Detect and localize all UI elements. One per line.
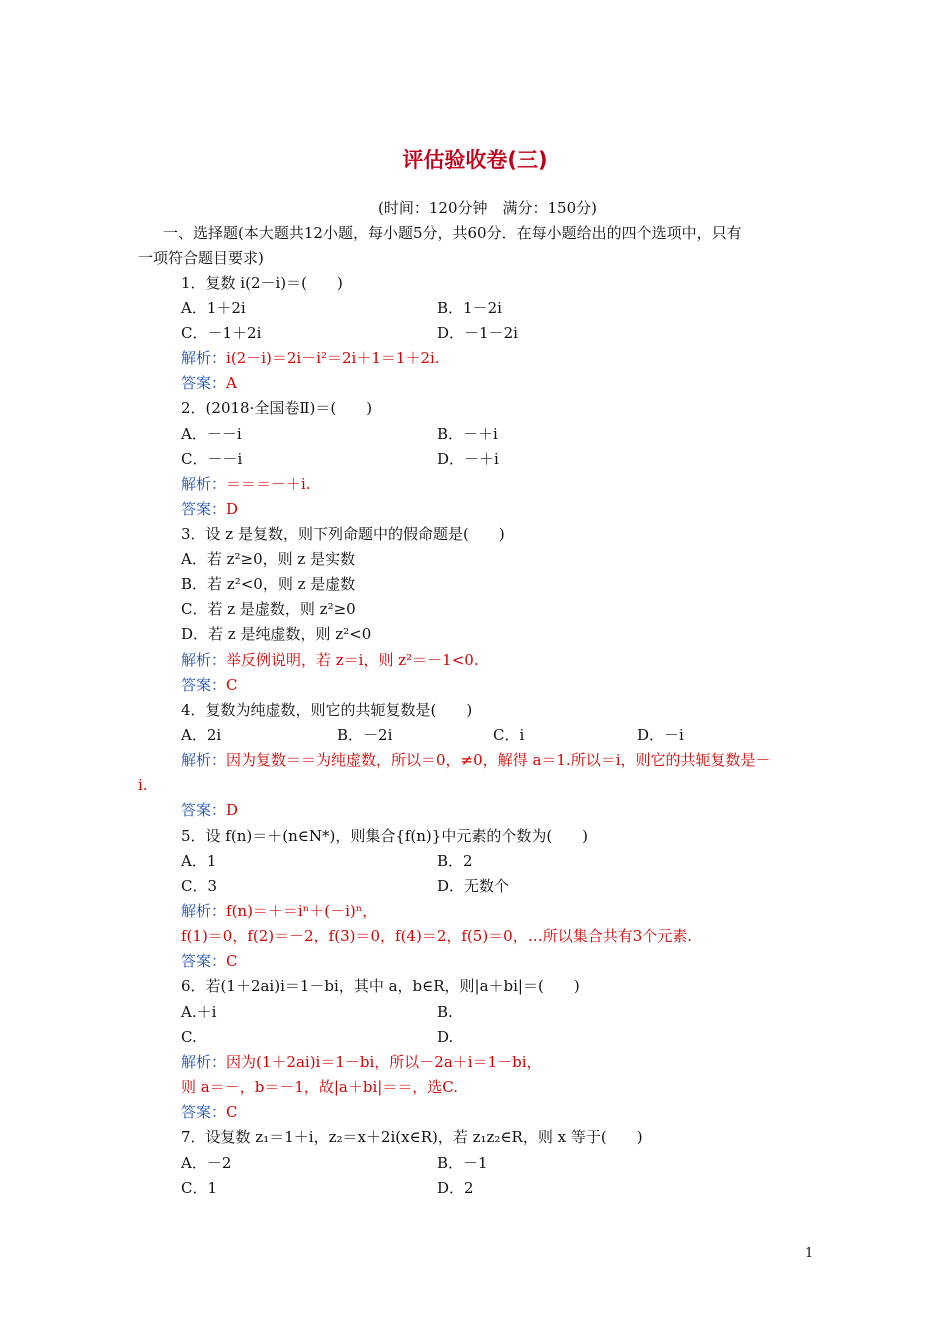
q4-option-c: C．i	[493, 726, 525, 744]
q7-option-c: C．1	[181, 1179, 218, 1197]
q6-answer-value: C	[226, 1103, 238, 1121]
page-title: 评估验收卷(三)	[402, 148, 548, 172]
answer-label: 答案：	[181, 1103, 227, 1121]
q6-analysis-cont: 则 a＝－，b＝－1，故|a＋bi|＝＝，选C.	[181, 1078, 459, 1096]
q6-analysis-text: 因为(1＋2ai)i＝1－bi，所以－2a＋i＝1－bi，	[226, 1053, 542, 1071]
q4-analysis-cont: i.	[138, 776, 148, 794]
q1-option-b: B．1－2i	[437, 299, 502, 317]
q6-stem: 6．若(1＋2ai)i＝1－bi，其中 a，b∈R，则|a＋bi|＝( )	[181, 977, 580, 995]
q3-option-d: D．若 z 是纯虚数，则 z²<0	[181, 625, 372, 643]
q2-answer-value: D	[226, 500, 239, 518]
q5-option-b: B．2	[437, 852, 473, 870]
q6-option-a: A.＋i	[181, 1003, 217, 1021]
q4-stem: 4．复数为纯虚数，则它的共轭复数是( )	[181, 701, 473, 719]
q3-stem: 3．设 z 是复数，则下列命题中的假命题是( )	[181, 525, 505, 543]
q2-option-d: D．－＋i	[437, 450, 499, 468]
section-intro: 一、选择题(本大题共12小题，每小题5分，共60分．在每小题给出的四个选项中，只有	[163, 224, 742, 242]
q4-option-d: D．－i	[637, 726, 684, 744]
page-number: 1	[805, 1246, 814, 1261]
q5-option-d: D．无数个	[437, 877, 510, 895]
q4-answer-value: D	[226, 801, 239, 819]
q1-answer	[181, 373, 237, 393]
q1-option-d: D．－1－2i	[437, 324, 518, 342]
q1-stem: 1．复数 i(2－i)＝( )	[181, 274, 343, 292]
q6-analysis	[181, 1052, 542, 1072]
q7-option-b: B．－1	[437, 1154, 488, 1172]
q4-analysis	[181, 750, 771, 770]
q2-stem: 2．(2018·全国卷Ⅱ)＝( )	[181, 399, 373, 417]
q3-option-a: A．若 z²≥0，则 z 是实数	[181, 550, 356, 568]
answer-label: 答案：	[181, 500, 227, 518]
q5-option-c: C．3	[181, 877, 218, 895]
section-intro-cont: 一项符合题目要求)	[138, 249, 264, 267]
q4-answer	[181, 800, 238, 820]
q5-analysis-cont: f(1)＝0，f(2)＝－2，f(3)＝0，f(4)＝2，f(5)＝0，…所以集合共有3个元素.	[181, 927, 693, 945]
q5-stem: 5．设 f(n)＝＋(n∈N*)，则集合{f(n)}中元素的个数为( )	[181, 827, 589, 845]
exam-info: (时间：120分钟 满分：150分)	[378, 199, 597, 217]
q3-option-b: B．若 z²<0，则 z 是虚数	[181, 575, 356, 593]
q6-answer	[181, 1102, 238, 1122]
q4-option-a: A．2i	[181, 726, 222, 744]
q1-option-a: A．1＋2i	[181, 299, 246, 317]
answer-label: 答案：	[181, 676, 227, 694]
q5-analysis-text: f(n)＝＋＝iⁿ＋(－i)ⁿ，	[226, 902, 378, 920]
q2-option-a: A．－－i	[181, 425, 242, 443]
q2-option-c: C．－－i	[181, 450, 243, 468]
q3-answer-value: C	[226, 676, 238, 694]
q2-option-b: B．－＋i	[437, 425, 498, 443]
q3-analysis	[181, 650, 479, 670]
q7-option-d: D．2	[437, 1179, 474, 1197]
analysis-label: 解析：	[181, 751, 227, 769]
q1-analysis	[181, 348, 440, 368]
q7-option-a: A．－2	[181, 1154, 232, 1172]
q1-answer-value: A	[226, 374, 237, 392]
q7-stem: 7．设复数 z₁＝1＋i，z₂＝x＋2i(x∈R)，若 z₁z₂∈R，则 x 等于( )	[181, 1128, 643, 1146]
q6-option-c: C.	[181, 1028, 197, 1046]
q1-analysis-text: i(2－i)＝2i－i²＝2i＋1＝1＋2i.	[226, 349, 440, 367]
q4-option-b: B．－2i	[337, 726, 393, 744]
q3-option-c: C．若 z 是虚数，则 z²≥0	[181, 600, 356, 618]
analysis-label: 解析：	[181, 349, 227, 367]
analysis-label: 解析：	[181, 475, 227, 493]
q5-option-a: A．1	[181, 852, 217, 870]
q5-analysis	[181, 901, 377, 921]
analysis-label: 解析：	[181, 902, 227, 920]
q5-answer-value: C	[226, 952, 238, 970]
q2-answer	[181, 499, 238, 519]
answer-label: 答案：	[181, 952, 227, 970]
q2-analysis	[181, 474, 311, 494]
q5-answer	[181, 951, 238, 971]
q3-answer	[181, 675, 238, 695]
analysis-label: 解析：	[181, 1053, 227, 1071]
analysis-label: 解析：	[181, 651, 227, 669]
q4-analysis-text: 因为复数＝＝为纯虚数，所以＝0，≠0，解得 a＝1.所以＝i，则它的共轭复数是－	[226, 751, 771, 769]
answer-label: 答案：	[181, 374, 227, 392]
q6-option-d: D.	[437, 1028, 454, 1046]
q3-analysis-text: 举反例说明，若 z＝i，则 z²＝－1<0.	[226, 651, 479, 669]
q2-analysis-text: ＝＝＝－＋i.	[226, 475, 311, 493]
q6-option-b: B.	[437, 1003, 453, 1021]
q1-option-c: C．－1＋2i	[181, 324, 262, 342]
answer-label: 答案：	[181, 801, 227, 819]
